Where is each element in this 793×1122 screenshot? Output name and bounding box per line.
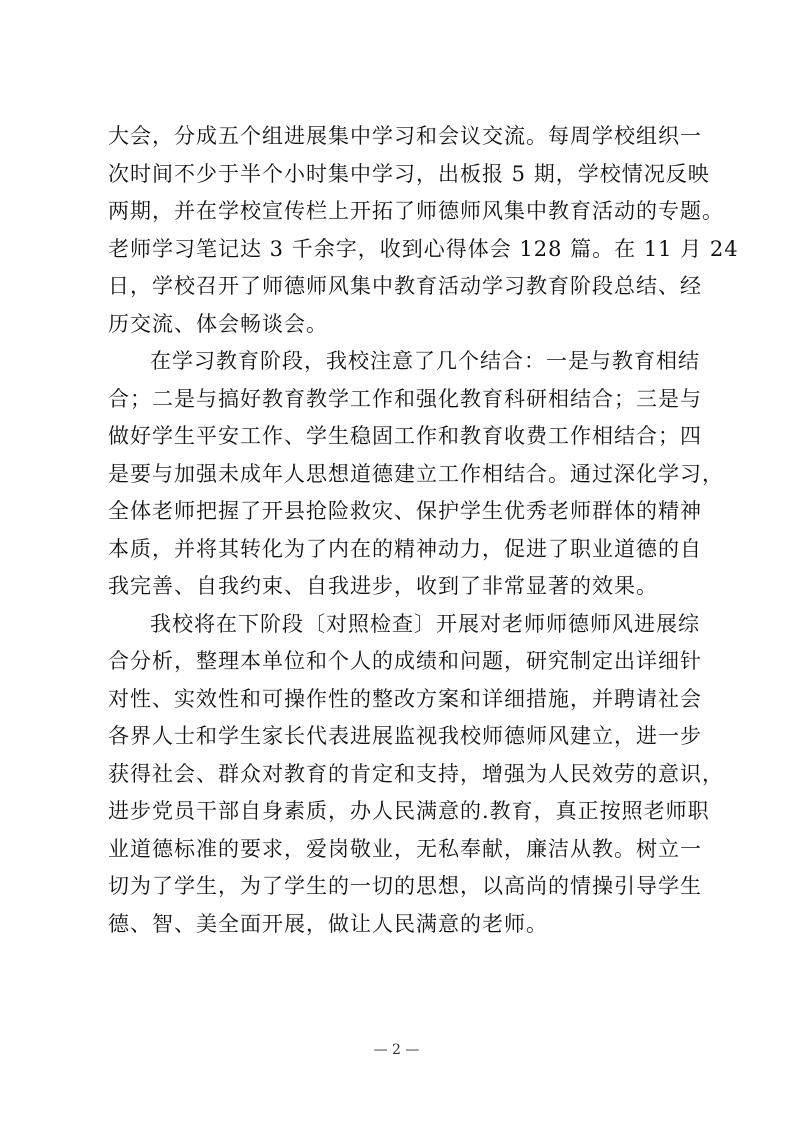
page-number: — 2 — — [373, 1042, 420, 1058]
text-line: 业道德标准的要求，爱岗敬业，无私奉献，廉洁从教。树立一 — [108, 836, 702, 861]
text-line: 合分析，整理本单位和个人的成绩和问题，研究制定出详细针 — [108, 649, 702, 673]
text-line: 两期，并在学校宣传栏上开拓了师德师风集中教育活动的专题。 — [108, 199, 724, 223]
text-line: 日，学校召开了师德师风集中教育活动学习教育阶段总结、经 — [108, 274, 702, 298]
text-line: 在学习教育阶段，我校注意了几个结合：一是与教育相结 — [150, 349, 700, 373]
document-body — [108, 118, 739, 943]
text-line: 次时间不少于半个小时集中学习，出板报 5 期，学校情况反映 — [108, 161, 710, 186]
text-line: 老师学习笔记达 3 千余字，收到心得体会 128 篇。在 11 月 24 — [108, 236, 739, 261]
text-line: 进步党员干部自身素质，办人民满意的.教育，真正按照老师职 — [108, 799, 710, 823]
text-line: 我完善、自我约束、自我进步，收到了非常显著的效果。 — [108, 574, 658, 598]
text-line: 做好学生平安工作、学生稳固工作和教育收费工作相结合；四 — [108, 424, 702, 448]
text-line: 各界人士和学生家长代表进展监视我校师德师风建立，进一步 — [108, 724, 702, 748]
text-line: 是要与加强未成年人思想道德建立工作相结合。通过深化学习， — [108, 461, 724, 486]
text-line: 全体老师把握了开县抢险救灾、保护学生优秀老师群体的精神 — [108, 499, 702, 523]
text-line: 对性、实效性和可操作性的整改方案和详细措施，并聘请社会 — [108, 686, 702, 711]
text-line: 德、智、美全面开展，做让人民满意的老师。 — [108, 911, 548, 936]
text-line: 合；二是与搞好教育教学工作和强化教育科研相结合；三是与 — [108, 386, 702, 411]
text-line: 获得社会、群众对教育的肯定和支持，增强为人民效劳的意识， — [108, 761, 724, 786]
text-line: 我校将在下阶段〔对照检查〕开展对老师师德师风进展综 — [150, 611, 700, 636]
text-line: 大会，分成五个组进展集中学习和会议交流。每周学校组织一 — [108, 124, 702, 148]
text-line: 本质，并将其转化为了内在的精神动力，促进了职业道德的自 — [108, 536, 702, 561]
text-line: 切为了学生，为了学生的一切的思想，以高尚的情操引导学生 — [108, 874, 702, 898]
text-line: 历交流、体会畅谈会。 — [108, 311, 328, 336]
